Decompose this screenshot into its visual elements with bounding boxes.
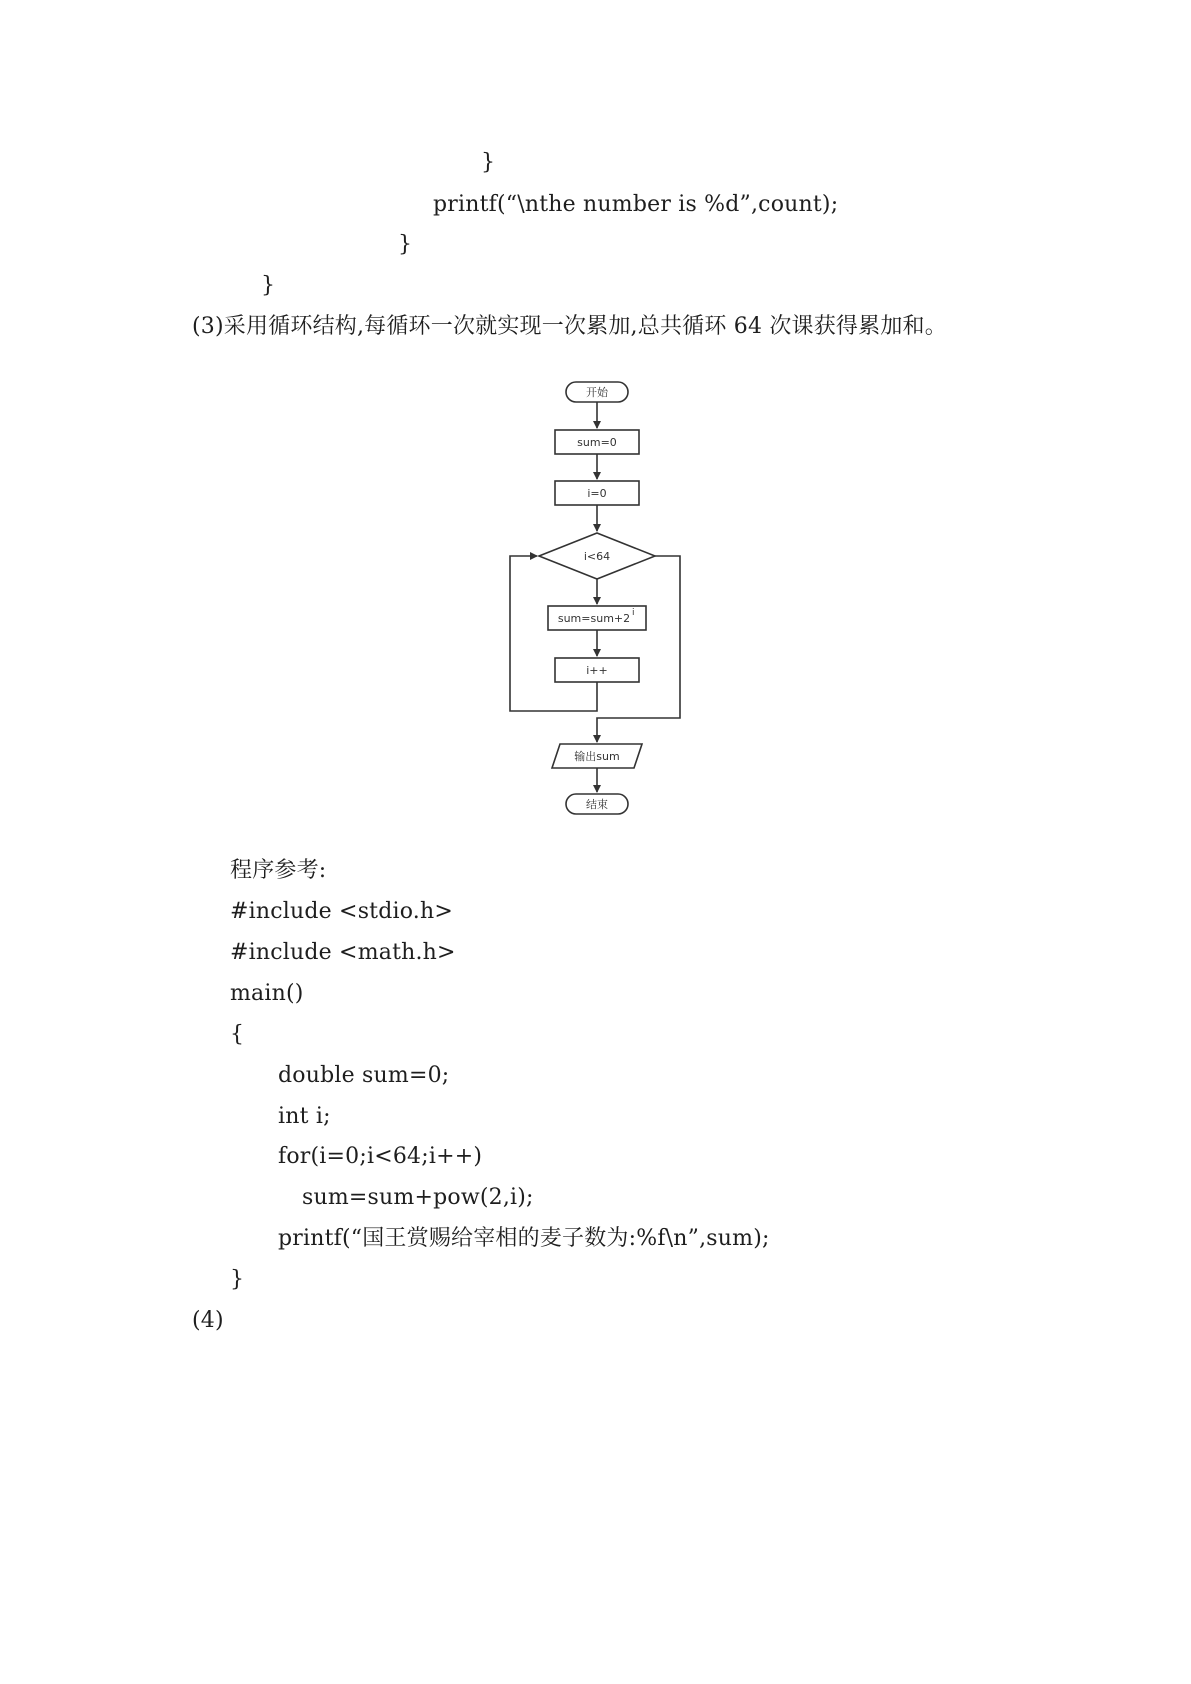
code-line: double sum=0; <box>278 1063 450 1088</box>
flow-body-exponent: i <box>632 608 635 618</box>
code-line: printf(“国王赏赐给宰相的麦子数为:%f\n”,sum); <box>278 1226 770 1251</box>
code-line: sum=sum+pow(2,i); <box>302 1185 534 1210</box>
flow-output-label: 输出sum <box>574 750 620 763</box>
code-line: } <box>230 1267 245 1292</box>
flow-init-sum-label: sum=0 <box>577 436 617 449</box>
flow-exit-arrow <box>597 556 680 742</box>
code-line: #include <math.h> <box>230 940 456 965</box>
code-closing-brace: } <box>398 232 413 257</box>
code-line: { <box>230 1022 245 1047</box>
code-closing-brace: } <box>481 150 496 175</box>
section-heading: (4) <box>192 1308 224 1333</box>
flow-condition-label: i<64 <box>583 550 611 563</box>
flow-loop-back-arrow <box>510 556 597 711</box>
flow-start-label: 开始 <box>586 386 608 399</box>
flow-end-label: 结束 <box>586 798 608 811</box>
code-line: main() <box>230 981 304 1006</box>
flow-increment-label: i++ <box>586 664 608 677</box>
program-label: 程序参考: <box>230 858 327 883</box>
code-printf-line: printf(“\nthe number is %d”,count); <box>433 192 839 217</box>
code-line: for(i=0;i<64;i++) <box>278 1144 483 1169</box>
flowchart <box>500 375 700 825</box>
code-closing-brace: } <box>261 273 276 298</box>
flow-init-i-label: i=0 <box>587 487 607 500</box>
code-line: #include <stdio.h> <box>230 899 453 924</box>
section-heading: (3)采用循环结构,每循环一次就实现一次累加,总共循环 64 次课获得累加和。 <box>192 314 947 339</box>
code-line: int i; <box>278 1104 331 1129</box>
flow-body-label: sum=sum+2 <box>557 612 631 625</box>
